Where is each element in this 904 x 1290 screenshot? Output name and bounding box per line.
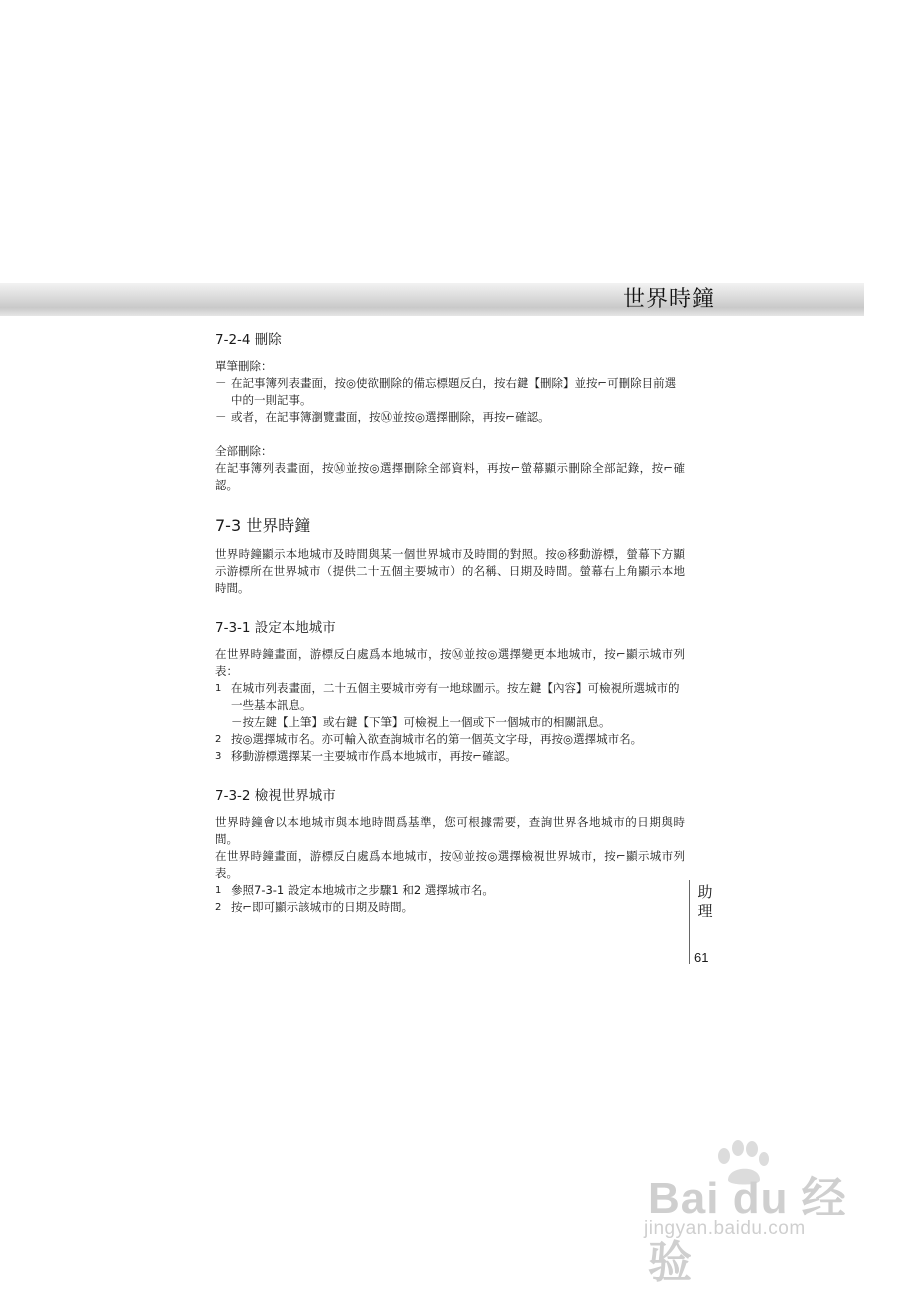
step-text: 按◎選擇城市名。亦可輸入欲查詢城市名的第一個英文字母，再按◎選擇城市名。 [231, 732, 643, 746]
side-tab-char-2: 理 [697, 902, 713, 920]
section-heading-7-3: 7-3 世界時鐘 [215, 516, 311, 535]
numbered-step [215, 748, 685, 765]
list-item-text: 或者，在記事簿瀏覽畫面，按Ⓜ並按◎選擇刪除，再按⌐確認。 [231, 410, 550, 424]
side-tab-rule [689, 880, 690, 964]
single-delete-label: 單筆刪除： [215, 359, 273, 373]
section-heading-7-3-2: 7-3-2 檢視世界城市 [215, 788, 336, 804]
view-world-city-text-1: 世界時鐘會以本地城市與本地時間爲基準，您可根據需要，查詢世界各地城市的日期與時間。 [215, 815, 685, 846]
dash-marker: － [215, 376, 227, 390]
numbered-step [215, 899, 685, 916]
step-text: 在城市列表畫面，二十五個主要城市旁有一地球圖示。按左鍵【內容】可檢視所選城市的一些基本訊息。 [231, 681, 680, 712]
numbered-step [215, 680, 685, 714]
chapter-title: 世界時鐘 [622, 287, 715, 312]
watermark-brand: Bai du 经验 [648, 1174, 847, 1287]
numbered-step [215, 731, 685, 748]
side-tab-char-1: 助 [697, 883, 713, 901]
step-text: 按⌐即可顯示該城市的日期及時間。 [231, 900, 414, 914]
baidu-watermark [640, 1140, 860, 1287]
step-subnote: －按左鍵【上筆】或右鍵【下筆】可檢視上一個或下一個城市的相關訊息。 [231, 715, 611, 729]
list-item [215, 409, 685, 426]
step-number: 1 [215, 683, 222, 694]
list-item [215, 375, 685, 409]
step-number: 1 [215, 885, 222, 896]
page-content [215, 330, 685, 916]
section-heading-7-2-4: 7-2-4 刪除 [215, 332, 282, 348]
watermark-url: jingyan.baidu.com [644, 1218, 806, 1239]
set-local-city-intro: 在世界時鐘畫面，游標反白處爲本地城市，按Ⓜ並按◎選擇變更本地城市，按⌐顯示城市列表： [215, 647, 685, 678]
all-delete-text: 在記事簿列表畫面，按Ⓜ並按◎選擇刪除全部資料，再按⌐螢幕顯示刪除全部記錄，按⌐確認。 [215, 461, 685, 492]
world-clock-intro: 世界時鐘顯示本地城市及時間與某一個世界城市及時間的對照。按◎移動游標，螢幕下方顯示游標所在世界城市（提供二十五個主要城市）的名稱、日期及時間。螢幕右上角顯示本地時間。 [215, 547, 685, 595]
step-text: 移動游標選擇某一主要城市作爲本地城市，再按⌐確認。 [231, 749, 517, 763]
step-number: 2 [215, 902, 222, 913]
side-tab-label [695, 883, 715, 921]
dash-marker: － [215, 410, 227, 424]
step-number: 3 [215, 751, 222, 762]
view-world-city-text-2: 在世界時鐘畫面，游標反白處爲本地城市，按Ⓜ並按◎選擇檢視世界城市，按⌐顯示城市列表。 [215, 849, 685, 880]
step-number: 2 [215, 734, 222, 745]
page-number: 61 [694, 950, 709, 965]
list-item-text: 在記事簿列表畫面，按◎使欲刪除的備忘標題反白，按右鍵【刪除】並按⌐可刪除目前選中的一則記事。 [231, 376, 677, 407]
header-band [0, 283, 864, 316]
numbered-step [215, 882, 685, 899]
all-delete-label: 全部刪除： [215, 444, 273, 458]
step-text: 參照7-3-1 設定本地城市之步驟1 和2 選擇城市名。 [231, 883, 494, 897]
section-heading-7-3-1: 7-3-1 設定本地城市 [215, 620, 336, 636]
